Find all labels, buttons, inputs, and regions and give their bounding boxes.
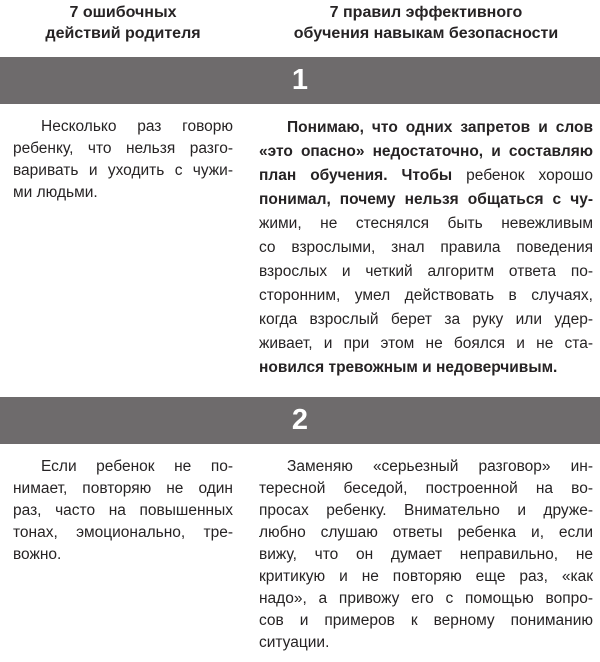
text-line	[259, 164, 593, 188]
text-line	[13, 500, 233, 522]
text-segment: тересной беседой, построенной на во-	[259, 480, 593, 497]
text-segment: критикую и не повторяю еще раз, «как	[259, 568, 593, 585]
text-segment: ми людьми.	[13, 184, 98, 201]
text-line	[259, 478, 593, 500]
text-segment: Если ребенок не по-	[41, 458, 233, 475]
text-line	[259, 236, 593, 260]
text-line	[259, 632, 593, 654]
text-segment: со взрослыми, знал правила поведения	[259, 239, 593, 256]
text-line	[259, 308, 593, 332]
section-number: 1	[291, 64, 309, 96]
text-segment: живает, и при этом не боялся и не ста-	[259, 335, 593, 352]
text-line	[13, 456, 233, 478]
text-line	[13, 160, 233, 182]
text-segment: сов и примеров к верному пониманию	[259, 612, 593, 629]
right-column-header	[259, 2, 593, 44]
text-segment: ребенку, что нельзя разго-	[13, 140, 233, 157]
left-column-header	[13, 2, 233, 44]
text-line	[13, 182, 233, 204]
text-segment: просах ребенку. Внимательно и друже-	[259, 502, 593, 519]
bold-text-segment: Понимаю, что одних запретов и слов	[287, 119, 593, 136]
text-line	[259, 116, 593, 140]
text-line	[259, 332, 593, 356]
bold-text-segment: план обучения. Чтобы	[259, 167, 453, 184]
section-number-bar	[0, 397, 600, 444]
text-line	[13, 116, 233, 138]
text-line	[259, 260, 593, 284]
text-segment: Заменяю «серьезный разговор» ин-	[287, 458, 593, 475]
text-segment: раз, часто на повышенных	[13, 502, 233, 519]
right-column-cell	[259, 116, 593, 380]
left-column-cell	[13, 456, 233, 654]
section-text-row	[0, 116, 600, 380]
text-segment: когда взрослый берет за руку или удер-	[259, 311, 593, 328]
section-text-row	[0, 456, 600, 654]
text-line	[259, 140, 593, 164]
right-header-line-1: 7 правил эффективного	[329, 4, 523, 21]
section-number-bar	[0, 57, 600, 104]
text-segment: взрослых и четкий алгоритм ответа по-	[259, 263, 593, 280]
text-segment: надо», а привожу его с помощью вопро-	[259, 590, 593, 607]
section-number: 2	[291, 404, 309, 436]
table-sections	[0, 57, 600, 654]
text-line	[259, 212, 593, 236]
text-segment: ребенок хорошо	[452, 167, 593, 184]
text-line	[13, 522, 233, 544]
left-column-cell	[13, 116, 233, 380]
left-header-line-1: 7 ошибочных	[69, 4, 177, 21]
text-line	[259, 544, 593, 566]
section-1	[0, 57, 600, 380]
text-line	[13, 544, 233, 566]
text-line	[259, 284, 593, 308]
text-line	[259, 588, 593, 610]
text-line	[259, 456, 593, 478]
right-header-line-2: обучения навыкам безопасности	[293, 25, 559, 42]
text-line	[259, 188, 593, 212]
text-segment: сторонним, умел действовать в случаях,	[259, 287, 593, 304]
text-segment: нимает, повторяю не один	[13, 480, 233, 497]
text-segment: Несколько раз говорю	[41, 118, 233, 135]
left-header-line-2: действий родителя	[45, 25, 201, 42]
text-line	[259, 610, 593, 632]
text-line	[259, 522, 593, 544]
right-column-cell	[259, 456, 593, 654]
text-line	[13, 138, 233, 160]
text-segment: жими, не стеснялся быть невежливым	[259, 215, 593, 232]
bold-text-segment: новился тревожным и недоверчивым.	[259, 359, 558, 376]
text-segment: вижу, что он думает неправильно, не	[259, 546, 593, 563]
text-line	[259, 566, 593, 588]
bold-text-segment: понимал, почему нельзя общаться с чу-	[259, 191, 593, 208]
text-segment: ситуации.	[259, 634, 330, 651]
section-2	[0, 397, 600, 654]
text-segment: любно слушаю ответы ребенка и, если	[259, 524, 593, 541]
text-line	[13, 478, 233, 500]
text-segment: вожно.	[13, 546, 62, 563]
text-line	[259, 356, 593, 380]
text-segment: варивать и уходить с чужи-	[13, 162, 233, 179]
text-segment: тонах, эмоционально, тре-	[13, 524, 233, 541]
table-header-row	[0, 0, 600, 44]
bold-text-segment: «это опасно» недостаточно, и составляю	[259, 143, 593, 160]
text-line	[259, 500, 593, 522]
